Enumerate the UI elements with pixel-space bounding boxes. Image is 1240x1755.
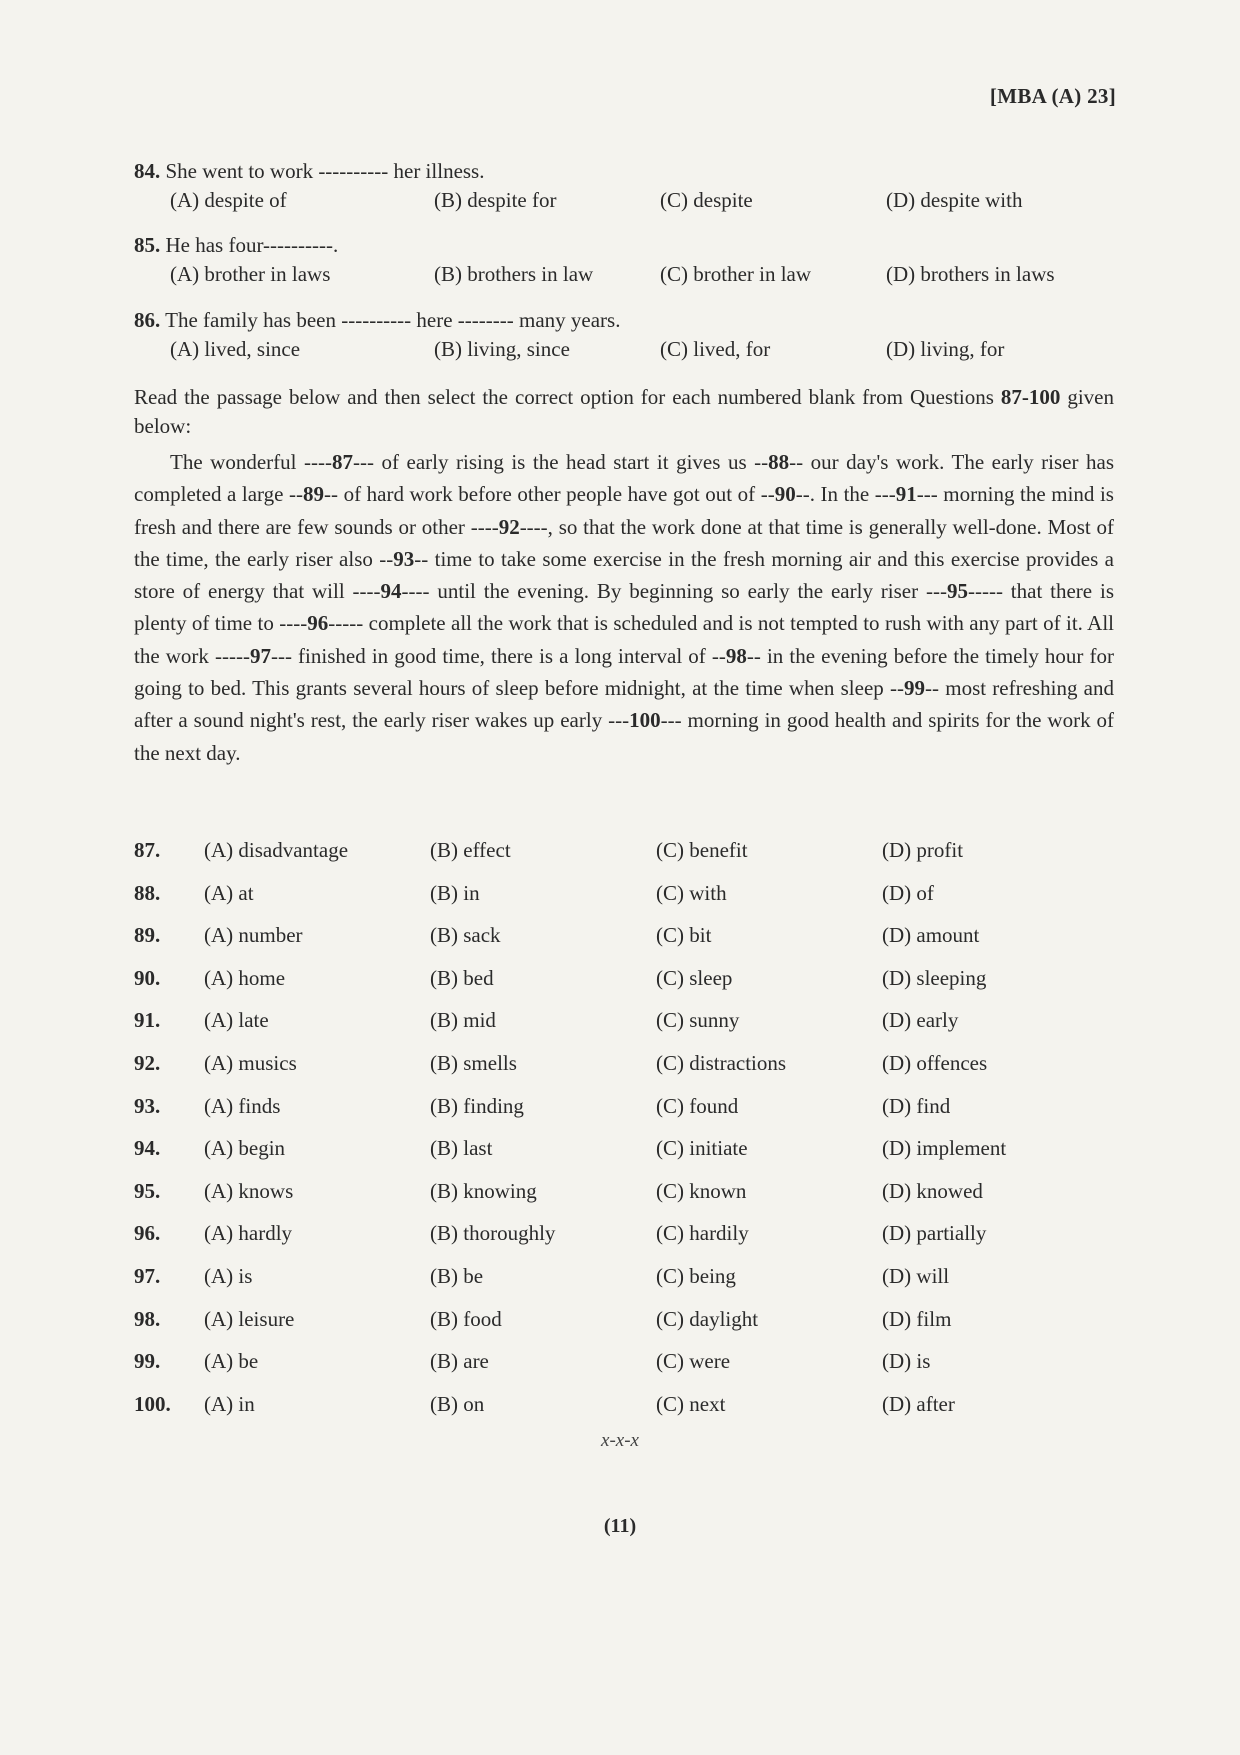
- option-a: (A) disadvantage: [204, 838, 349, 862]
- question-number: 97.: [134, 1263, 161, 1288]
- option-a: (A) number: [204, 923, 303, 948]
- option-d: (D) sleeping: [882, 965, 987, 990]
- option-d: (D) living, for: [886, 337, 1005, 361]
- passage-paragraph: [134, 446, 1114, 769]
- option-c: (C) found: [656, 1093, 739, 1118]
- option-d: (D) brothers in laws: [886, 262, 1055, 286]
- answer-row: [134, 1094, 1114, 1137]
- option-b: (B) finding: [430, 1093, 524, 1118]
- passage-text: --- morning in good health and spirits for the work of the next day.: [134, 708, 1114, 765]
- passage-text: -- most refreshing and after a sound night's rest, the early riser wakes up early ---: [134, 676, 1114, 733]
- option-b: (B) in: [430, 880, 480, 905]
- passage-text: ----- that there is plenty of time to ----: [134, 579, 1114, 636]
- blank-number: 97: [249, 643, 271, 668]
- cloze-passage: [134, 446, 1114, 769]
- option-d: (D) of: [882, 880, 934, 905]
- option-a: (A) lived, since: [170, 337, 301, 361]
- option-d: (D) early: [882, 1008, 959, 1033]
- instruction-text: given below:: [134, 385, 1114, 438]
- answer-row: [134, 923, 1114, 966]
- option-b: (B) mid: [430, 1008, 496, 1033]
- answer-row: [134, 1136, 1114, 1179]
- option-b: (B) despite for: [434, 188, 557, 212]
- option-a: (A) in: [204, 1391, 255, 1416]
- option-c: (C) lived, for: [660, 337, 771, 361]
- option-a: (A) knows: [204, 1178, 294, 1203]
- question-number: 85.: [134, 233, 161, 257]
- question-number: 99.: [134, 1349, 161, 1374]
- page-number: (11): [603, 1515, 637, 1537]
- passage-text: -- in the evening before the timely hour for going to bed. This grants several hours of sleep before midnight, at the time when sleep --: [134, 643, 1115, 701]
- passage-text: ----- complete all the work that is scheduled and is not tempted to rush with any part of it. All the work -----: [134, 611, 1114, 668]
- answer-row: [134, 1221, 1114, 1264]
- option-a: (A) home: [204, 965, 286, 990]
- option-d: (D) knowed: [882, 1178, 983, 1203]
- option-b: (B) smells: [430, 1050, 517, 1075]
- question-number: 87.: [134, 838, 161, 862]
- option-c: (C) distractions: [656, 1050, 787, 1075]
- answer-row: [134, 966, 1114, 1009]
- passage-text: -- of hard work before other people have got out of --: [324, 482, 775, 507]
- option-a: (A) hardly: [204, 1221, 293, 1246]
- question-86: [134, 305, 1114, 369]
- question-text: The family has been ---------- here -------- many years.: [165, 308, 621, 332]
- option-a: (A) despite of: [170, 188, 287, 212]
- option-b: (B) effect: [430, 838, 511, 862]
- answer-options-table: [134, 838, 1114, 1434]
- question-text: He has four----------.: [165, 233, 339, 257]
- option-a: (A) is: [204, 1263, 253, 1288]
- option-a: (A) leisure: [204, 1306, 295, 1331]
- option-c: (C) despite: [660, 188, 753, 212]
- question-number: 95.: [134, 1178, 161, 1203]
- option-b: (B) brothers in law: [434, 262, 594, 286]
- blank-number: 89: [303, 482, 325, 507]
- option-d: (D) film: [882, 1306, 952, 1331]
- option-c: (C) sleep: [656, 965, 733, 990]
- instruction-text: Read the passage below and then select the correct option for each numbered blank from Questions: [134, 385, 1001, 409]
- option-a: (A) finds: [204, 1093, 281, 1118]
- passage-text: --- finished in good time, there is a long interval of --: [270, 643, 726, 668]
- question-number: 94.: [134, 1136, 161, 1161]
- answer-row: [134, 1392, 1114, 1435]
- blank-number: 98: [725, 643, 747, 668]
- option-c: (C) with: [656, 880, 727, 905]
- option-c: (C) sunny: [656, 1008, 740, 1033]
- question-number: 96.: [134, 1221, 161, 1246]
- question-number: 90.: [134, 965, 161, 990]
- question-text: She went to work ---------- her illness.: [165, 159, 485, 183]
- option-b: (B) thoroughly: [430, 1221, 556, 1246]
- option-b: (B) living, since: [434, 337, 570, 361]
- option-b: (B) knowing: [430, 1178, 537, 1203]
- blank-number: 91: [895, 482, 917, 507]
- answer-row: [134, 1051, 1114, 1094]
- question-number: 98.: [134, 1306, 161, 1331]
- blank-number: 96: [307, 611, 329, 636]
- option-b: (B) sack: [430, 923, 501, 948]
- option-d: (D) find: [882, 1093, 951, 1118]
- passage-text: --- morning the mind is fresh and there are few sounds or other ----: [134, 482, 1114, 539]
- option-b: (B) be: [430, 1263, 484, 1288]
- question-number: 93.: [134, 1093, 161, 1118]
- option-c: (C) hardily: [656, 1221, 749, 1246]
- option-a: (A) at: [204, 880, 254, 905]
- blank-number: 94: [380, 579, 402, 604]
- option-d: (D) profit: [882, 838, 964, 862]
- question-84: [134, 156, 1114, 220]
- answer-row: [134, 1264, 1114, 1307]
- question-number: 86.: [134, 308, 161, 332]
- blank-number: 87: [331, 450, 353, 474]
- paper-code: [MBA (A) 23]: [989, 84, 1116, 108]
- passage-text: -- our day's work. The early riser has completed a large --: [134, 450, 1114, 507]
- option-d: (D) after: [882, 1391, 955, 1416]
- option-d: (D) partially: [882, 1221, 987, 1246]
- option-b: (B) on: [430, 1391, 485, 1416]
- question-number: 91.: [134, 1008, 161, 1033]
- question-range: 87-100: [1000, 385, 1061, 409]
- question-number: 100.: [134, 1391, 171, 1416]
- blank-number: 100: [629, 708, 661, 733]
- passage-text: ----, so that the work done at that time is generally well-done. Most of the time, the early riser also --: [134, 514, 1115, 571]
- option-a: (A) brother in laws: [170, 262, 331, 286]
- option-b: (B) bed: [430, 965, 494, 990]
- option-d: (D) amount: [882, 923, 980, 948]
- option-b: (B) food: [430, 1306, 502, 1331]
- option-row: [134, 186, 1114, 220]
- question-number: 88.: [134, 880, 161, 905]
- option-a: (A) begin: [204, 1136, 286, 1161]
- option-d: (D) will: [882, 1263, 950, 1288]
- question-85: [134, 230, 1114, 294]
- question-stem: [134, 230, 1114, 260]
- option-a: (A) late: [204, 1008, 269, 1033]
- option-c: (C) initiate: [656, 1136, 748, 1161]
- option-d: (D) offences: [882, 1050, 988, 1075]
- answer-row: [134, 1307, 1114, 1350]
- option-c: (C) bit: [656, 923, 712, 948]
- option-c: (C) known: [656, 1178, 747, 1203]
- answer-row: [134, 1179, 1114, 1222]
- answer-row: [134, 881, 1114, 924]
- option-c: (C) daylight: [656, 1306, 759, 1331]
- option-a: (A) be: [204, 1349, 259, 1374]
- question-stem: [134, 305, 1114, 335]
- option-c: (C) benefit: [656, 838, 748, 862]
- option-b: (B) last: [430, 1136, 493, 1161]
- passage-text: --. In the ---: [795, 482, 896, 507]
- question-number: 92.: [134, 1050, 161, 1075]
- option-row: [134, 335, 1114, 369]
- option-c: (C) next: [656, 1391, 726, 1416]
- blank-number: 93: [393, 546, 415, 571]
- blank-number: 99: [904, 676, 926, 701]
- option-c: (C) were: [656, 1349, 731, 1374]
- blank-number: 88: [768, 450, 790, 474]
- answer-row: [134, 838, 1114, 881]
- answer-row: [134, 1008, 1114, 1051]
- answer-row: [134, 1349, 1114, 1392]
- passage-text: -- time to take some exercise in the fresh morning air and this exercise provides a store of energy that will ----: [134, 546, 1114, 604]
- passage-text: ---- until the evening. By beginning so early the early riser ---: [401, 579, 947, 604]
- option-c: (C) being: [656, 1263, 736, 1288]
- passage-text: The wonderful ----: [170, 450, 332, 474]
- option-b: (B) are: [430, 1349, 489, 1374]
- blank-number: 90: [774, 482, 796, 507]
- option-row: [134, 260, 1114, 294]
- question-stem: [134, 156, 1114, 186]
- blank-number: 95: [946, 579, 968, 604]
- passage-text: --- of early rising is the head start it gives us --: [352, 450, 769, 474]
- option-d: (D) is: [882, 1349, 931, 1374]
- option-c: (C) brother in law: [660, 262, 812, 286]
- question-number: 84.: [134, 159, 161, 183]
- option-a: (A) musics: [204, 1050, 297, 1075]
- passage-instruction: [134, 383, 1114, 441]
- end-mark: x-x-x: [601, 1430, 639, 1451]
- option-d: (D) despite with: [886, 188, 1023, 212]
- option-d: (D) implement: [882, 1136, 1007, 1161]
- question-number: 89.: [134, 923, 161, 948]
- blank-number: 92: [498, 514, 520, 539]
